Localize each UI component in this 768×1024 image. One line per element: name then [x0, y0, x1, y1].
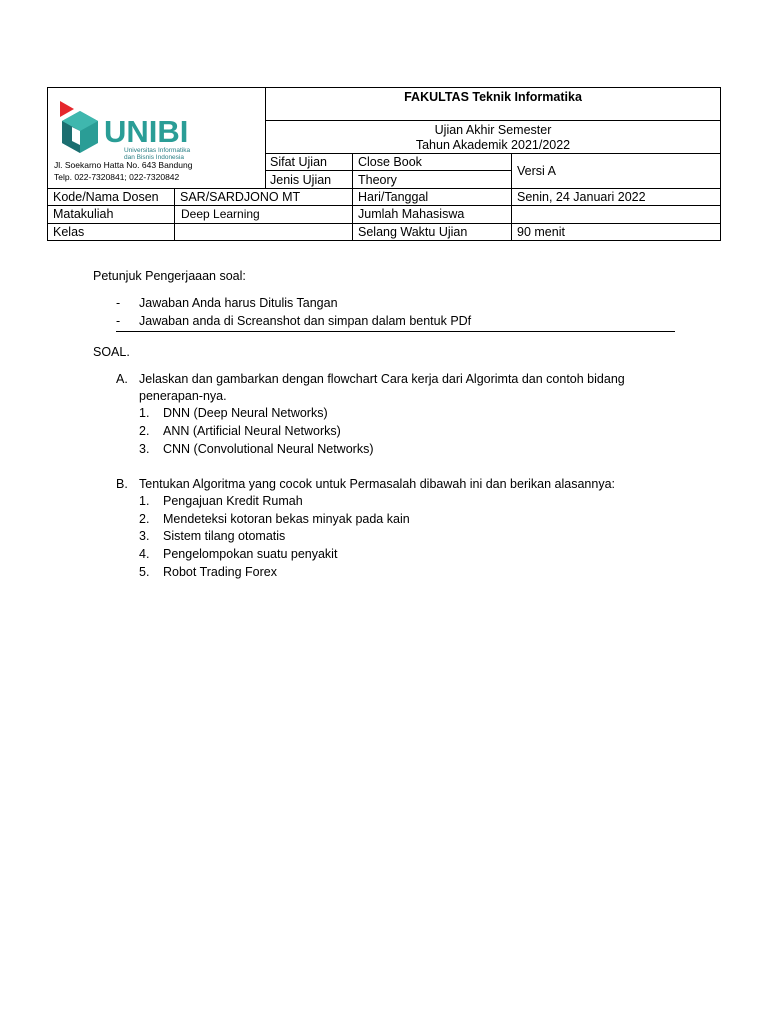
question-b-item-number: 4.	[139, 547, 150, 561]
logo-wordmark: UNIBI	[104, 114, 189, 149]
question-b-item-number: 5.	[139, 565, 150, 579]
question-b-text: Tentukan Algoritma yang cocok untuk Permasalah dibawah ini dan berikan alasannya:	[139, 477, 615, 491]
instruction-item: Jawaban anda di Screanshot dan simpan dalam bentuk PDf	[139, 314, 472, 328]
question-a-item-number: 3.	[139, 442, 150, 456]
waktu-label: Selang Waktu Ujian	[358, 225, 468, 239]
question-b-item: Pengajuan Kredit Rumah	[163, 494, 303, 508]
question-b-item: Mendeteksi kotoran bekas minyak pada kain	[163, 512, 410, 526]
question-a-item: ANN (Artificial Neural Networks)	[163, 424, 341, 438]
instruction-item: Jawaban Anda harus Ditulis Tangan	[139, 296, 338, 310]
question-b-item-number: 3.	[139, 529, 150, 543]
question-a-text: Jelaskan dan gambarkan dengan flowchart Cara kerja dari Algorimta dan contoh bidang	[139, 372, 625, 386]
logo-subtitle-line2: dan Bisnis Indonesia	[124, 154, 184, 161]
sifat-label: Sifat Ujian	[270, 155, 327, 169]
instructions-divider	[116, 331, 675, 332]
instruction-bullet: -	[116, 314, 121, 328]
divider	[265, 153, 721, 154]
divider	[352, 153, 353, 241]
jenis-value: Theory	[358, 173, 397, 187]
versi-value: Versi A	[517, 164, 556, 178]
question-b-item: Sistem tilang otomatis	[163, 529, 286, 543]
question-a-item-number: 2.	[139, 424, 150, 438]
academic-year: Tahun Akademik 2021/2022	[415, 138, 571, 152]
unibi-logo	[58, 93, 218, 165]
logo-triangle-icon	[60, 101, 74, 117]
hari-label: Hari/Tanggal	[358, 190, 429, 204]
divider	[48, 188, 721, 189]
faculty-title: FAKULTAS Teknik Informatika	[404, 90, 582, 104]
question-a-item-number: 1.	[139, 406, 150, 420]
divider	[265, 120, 721, 121]
divider	[265, 170, 511, 171]
question-b-item: Robot Trading Forex	[163, 565, 277, 579]
divider	[48, 223, 721, 224]
divider	[174, 188, 175, 241]
instructions-title: Petunjuk Pengerjaaan soal:	[93, 269, 246, 283]
soal-heading: SOAL.	[93, 345, 130, 359]
question-a-marker: A.	[116, 372, 128, 386]
dosen-value: SAR/SARDJONO MT	[180, 190, 301, 204]
instruction-bullet: -	[116, 296, 121, 310]
question-b-item: Pengelompokan suatu penyakit	[163, 547, 338, 561]
question-b-item-number: 2.	[139, 512, 150, 526]
sifat-value: Close Book	[358, 155, 422, 169]
dosen-label: Kode/Nama Dosen	[53, 190, 159, 204]
question-b-marker: B.	[116, 477, 128, 491]
logo-subtitle-line1: Universitas Informatika	[124, 147, 191, 154]
exam-header-table	[47, 87, 721, 241]
address-line: Jl. Soekarno Hatta No. 643 Bandung	[54, 160, 193, 170]
question-a-text-cont: penerapan-nya.	[139, 389, 227, 403]
question-b-item-number: 1.	[139, 494, 150, 508]
kelas-label: Kelas	[53, 225, 85, 239]
matkul-label: Matakuliah	[53, 207, 114, 221]
exam-title: Ujian Akhir Semester	[434, 123, 552, 137]
question-a-item: DNN (Deep Neural Networks)	[163, 406, 328, 420]
divider	[511, 153, 512, 241]
matkul-value: Deep Learning	[181, 207, 260, 221]
phone-line: Telp. 022-7320841; 022-7320842	[54, 172, 180, 182]
jenis-label: Jenis Ujian	[270, 173, 332, 187]
waktu-value: 90 menit	[517, 225, 565, 239]
divider	[48, 205, 721, 206]
jumlah-label: Jumlah Mahasiswa	[358, 207, 465, 221]
hari-value: Senin, 24 Januari 2022	[517, 190, 646, 204]
question-a-item: CNN (Convolutional Neural Networks)	[163, 442, 374, 456]
